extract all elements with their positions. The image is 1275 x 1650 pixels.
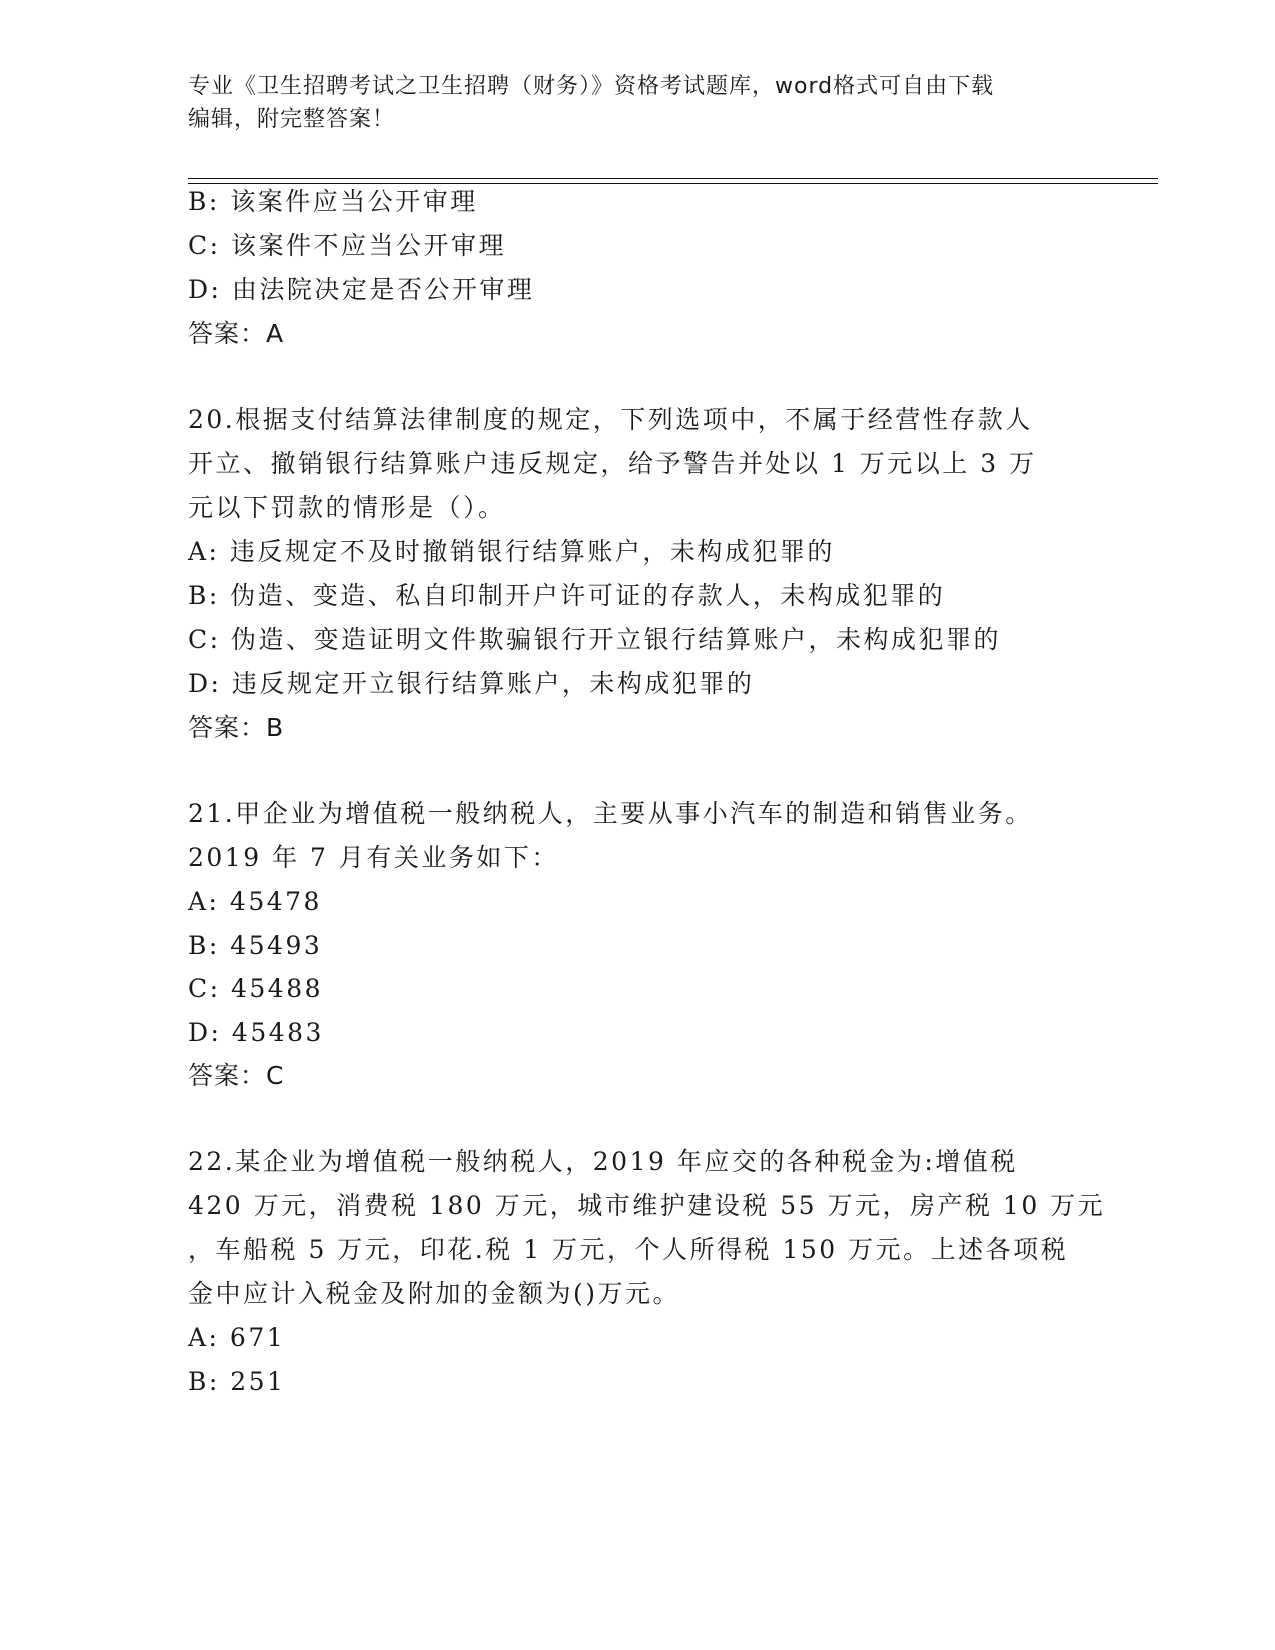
q19-answer: 答案：A xyxy=(188,319,285,348)
q21-option-b: B: 45493 xyxy=(188,931,323,960)
q21-option-c: C: 45488 xyxy=(188,974,324,1003)
q22-stem-line-1: 22.某企业为增值税一般纳税人，2019 年应交的各种税金为:增值税 xyxy=(188,1147,1018,1176)
q20-option-d: D: 违反规定开立银行结算账户，未构成犯罪的 xyxy=(188,669,755,698)
q21-stem-line-2: 2019 年 7 月有关业务如下： xyxy=(188,843,559,872)
q22-stem-line-2: 420 万元，消费税 180 万元，城市维护建设税 55 万元，房产税 10 万元 xyxy=(188,1191,1106,1220)
q19-option-b: B: 该案件应当公开审理 xyxy=(188,187,478,216)
q19-option-c: C: 该案件不应当公开审理 xyxy=(188,231,506,260)
q20-stem-line-1: 20.根据支付结算法律制度的规定，下列选项中，不属于经营性存款人 xyxy=(188,405,1033,434)
q21-stem-line-1: 21.甲企业为增值税一般纳税人，主要从事小汽车的制造和销售业务。 xyxy=(188,799,1033,828)
q20-stem-line-2: 开立、撤销银行结算账户违反规定，给予警告并处以 1 万元以上 3 万 xyxy=(188,449,1037,478)
q19-option-d: D: 由法院决定是否公开审理 xyxy=(188,275,535,304)
header-divider-bottom xyxy=(188,183,1158,184)
header-line-1: 专业《卫生招聘考试之卫生招聘（财务）》资格考试题库，word格式可自由下载 xyxy=(188,74,995,99)
q21-option-d: D: 45483 xyxy=(188,1018,324,1047)
q22-stem-line-3: ，车船税 5 万元，印花.税 1 万元，个人所得税 150 万元。上述各项税 xyxy=(188,1235,1069,1264)
header-divider-top xyxy=(188,178,1158,179)
q20-option-b: B: 伪造、变造、私自印制开户许可证的存款人，未构成犯罪的 xyxy=(188,581,946,610)
q22-stem-line-4: 金中应计入税金及附加的金额为()万元。 xyxy=(188,1279,681,1308)
q22-option-b: B: 251 xyxy=(188,1367,286,1396)
q20-answer: 答案：B xyxy=(188,713,285,742)
q21-option-a: A: 45478 xyxy=(188,887,322,916)
q20-stem-line-3: 元以下罚款的情形是（）。 xyxy=(188,493,506,522)
q20-option-a: A: 违反规定不及时撤销银行结算账户，未构成犯罪的 xyxy=(188,537,835,566)
document-header xyxy=(188,70,1068,136)
q22-option-a: A: 671 xyxy=(188,1323,286,1352)
q20-option-c: C: 伪造、变造证明文件欺骗银行开立银行结算账户，未构成犯罪的 xyxy=(188,625,1002,654)
header-line-2: 编辑，附完整答案！ xyxy=(188,107,396,132)
q21-answer: 答案：C xyxy=(188,1061,285,1090)
